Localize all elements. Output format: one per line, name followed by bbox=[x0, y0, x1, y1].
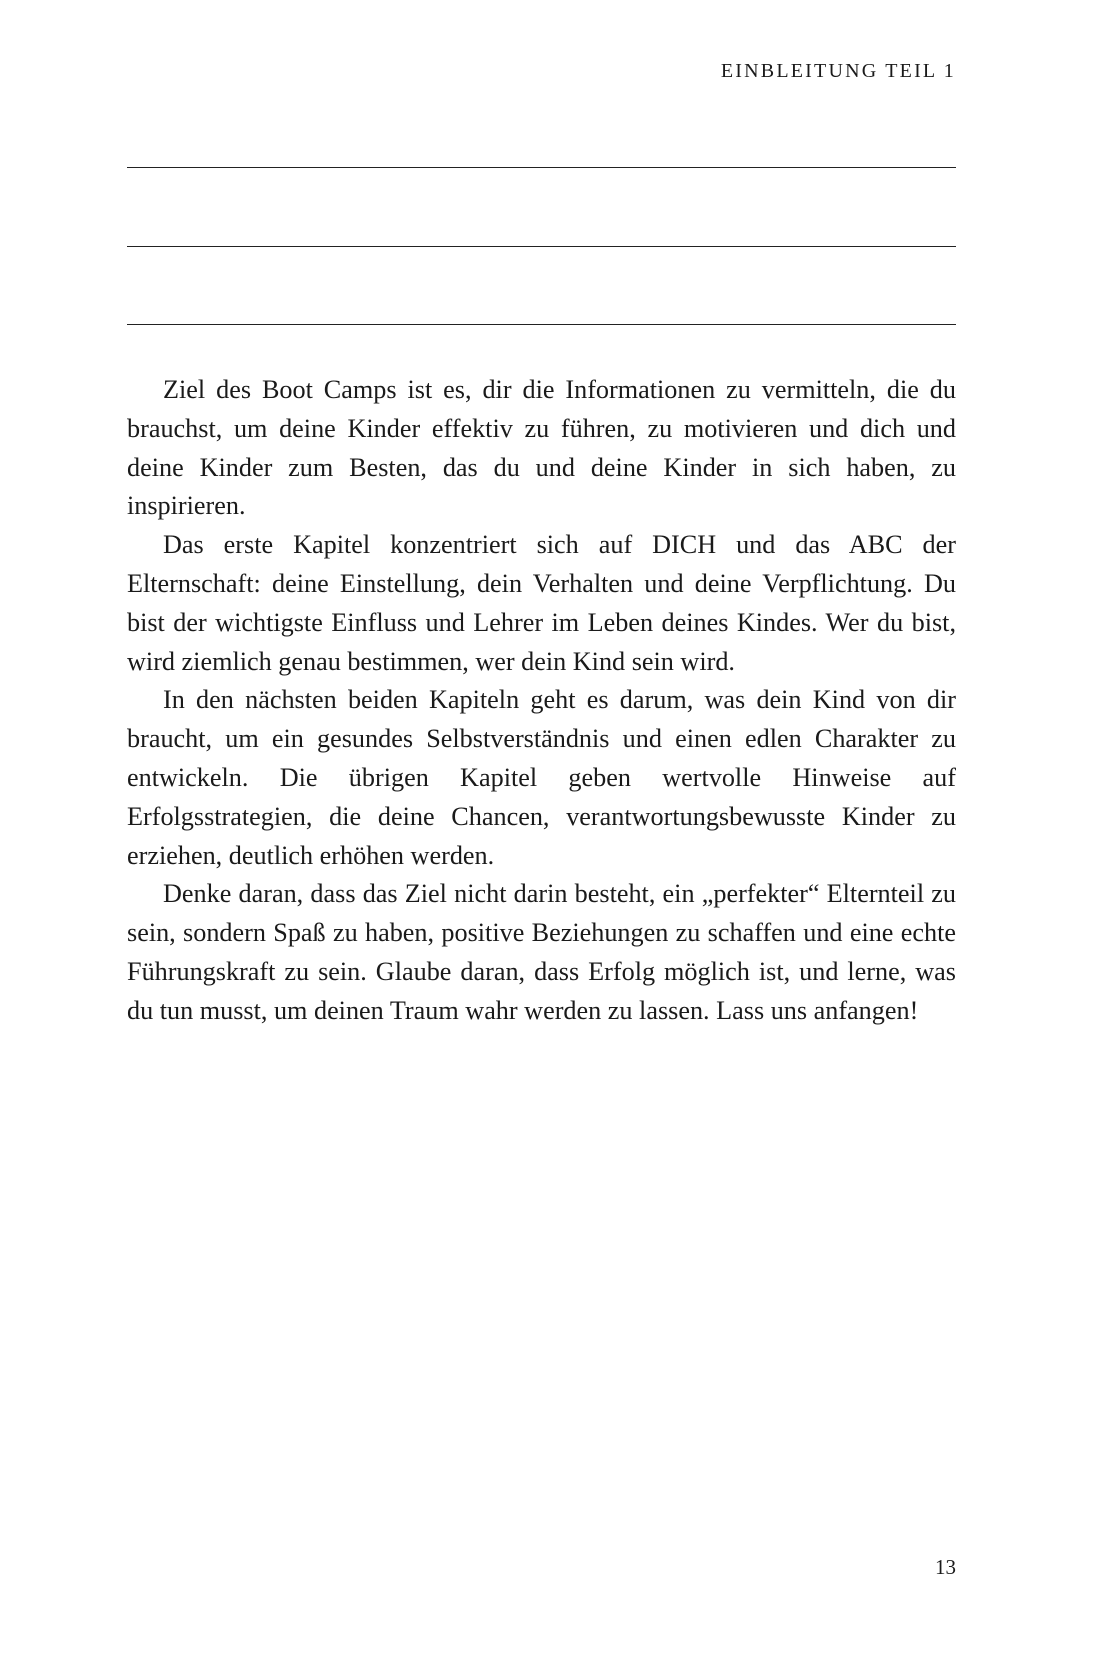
page-number: 13 bbox=[935, 1555, 956, 1579]
writing-line bbox=[127, 246, 956, 247]
paragraph: Denke daran, dass das Ziel nicht darin besteht, ein „perfekter“ Elternteil zu sein, sondern Spaß zu haben, positive Beziehungen zu schaffen und eine echte Führungskraft zu sein. Glaube daran, dass Erfolg möglich ist, und lerne, was du tun musst, um deinen Traum wahr werden zu lassen. Lass uns anfangen! bbox=[127, 879, 956, 1025]
paragraph: Das erste Kapitel konzentriert sich auf DICH und das ABC der Elternschaft: deine Einstellung, dein Verhalten und deine Verpflichtung. Du bist der wichtigste Einfluss und Lehrer im Leben deines Kindes. Wer du bist, wird ziemlich genau bestimmen, wer dein Kind sein wird. bbox=[127, 530, 956, 676]
paragraph: Ziel des Boot Camps ist es, dir die Informationen zu vermitteln, die du brauchst, um deine Kinder effektiv zu führen, zu motivieren und dich und deine Kinder zum Besten, das du und deine Kinder in sich haben, zu inspirieren. bbox=[127, 375, 956, 521]
writing-line bbox=[127, 167, 956, 168]
paragraph: In den nächsten beiden Kapiteln geht es darum, was dein Kind von dir braucht, um ein gesundes Selbstverständnis und einen edlen Charakter zu entwickeln. Die übrigen Kapitel geben wertvolle Hinweise auf Erfolgsstrategien, die deine Chancen, verantwortungsbewusste Kinder zu erziehen, deutlich erhöhen werden. bbox=[127, 685, 956, 870]
body-text bbox=[127, 371, 956, 1031]
writing-line bbox=[127, 324, 956, 325]
running-header: EINBLEITUNG TEIL 1 bbox=[720, 60, 956, 82]
